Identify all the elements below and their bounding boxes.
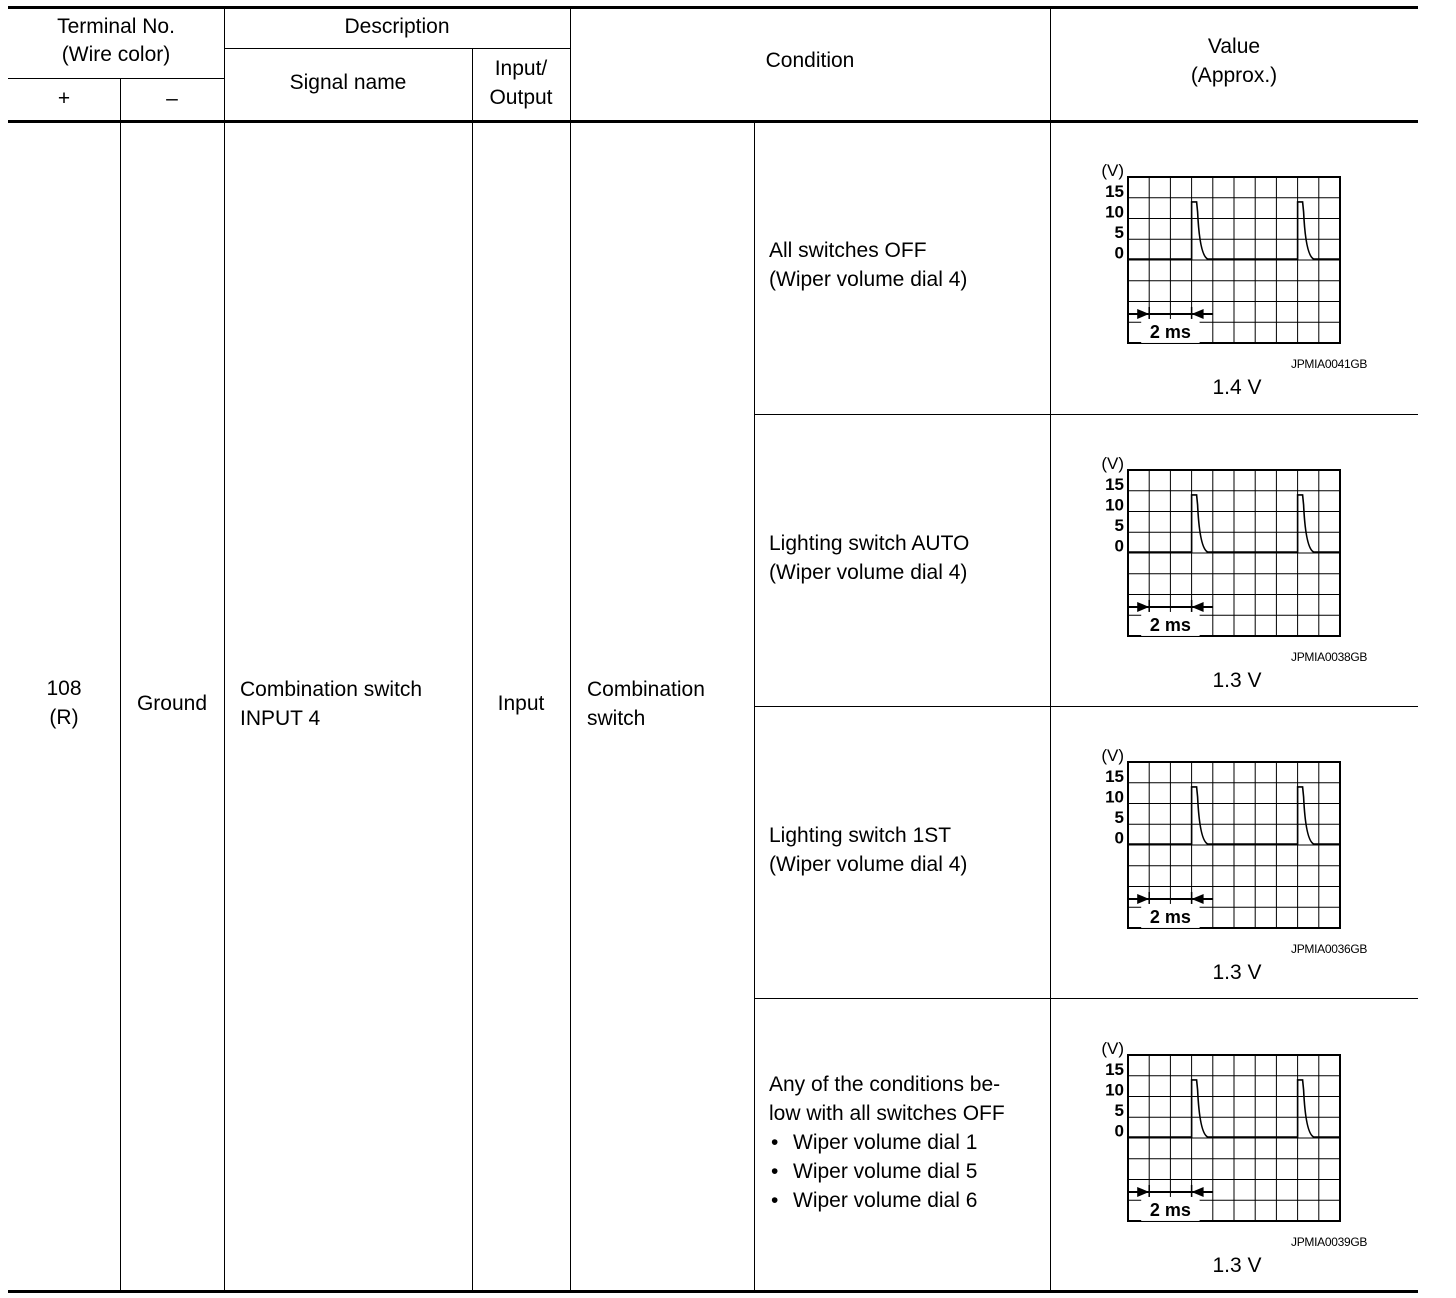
list-item: • Wiper volume dial 1 [769,1128,977,1157]
list-item: • Wiper volume dial 6 [769,1186,977,1215]
scope-time-label: 2 ms [1149,906,1191,927]
condition-2-line2: (Wiper volume dial 4) [769,561,968,584]
scope-time-label: 2 ms [1149,614,1191,635]
value-3: 1.3 V [1212,961,1262,984]
table-top-rule [8,6,1418,9]
scope-unit-label: (V) [1101,456,1124,473]
value-1: 1.4 V [1212,376,1262,399]
scope-y-label: 5 [1114,808,1124,827]
time-scale-marker [1129,892,1213,928]
scope-y-label: 5 [1114,516,1124,535]
figure-id-1: JPMIA0041GB [1291,357,1368,371]
header-wire-color: (Wire color) [61,43,171,66]
header-bottom-rule [8,120,1418,123]
value-4: 1.3 V [1212,1254,1262,1277]
scope-y-label: 15 [1105,1060,1124,1079]
scope-time-label: 2 ms [1149,1199,1191,1220]
scope-y-label: 0 [1114,536,1124,556]
header-signal-name: Signal name [289,71,407,94]
oscilloscope-waveform [1090,748,1420,978]
figure-id-4: JPMIA0039GB [1291,1235,1368,1249]
value-2: 1.3 V [1212,669,1262,692]
scope-y-label: 10 [1105,495,1124,515]
header-terminal: Terminal No. [57,15,175,38]
time-scale-marker [1129,600,1213,636]
scope-y-label: 5 [1114,223,1124,242]
condition-main-line2: switch [587,707,646,730]
condition-1-line1: All switches OFF [769,239,927,262]
header-input-output-1: Input/ [494,57,548,80]
figure-id-2: JPMIA0038GB [1291,650,1368,664]
scope-time-label: 2 ms [1149,321,1191,342]
scope-unit-label: (V) [1101,748,1124,765]
scope-grid [1128,1055,1340,1221]
scope-y-label: 15 [1105,182,1124,201]
time-scale-marker [1129,307,1213,343]
terminal-wire-color: (R) [49,706,79,729]
scope-figure-1 [1090,163,1420,393]
scope-figure-2 [1090,456,1420,686]
scope-y-label: 10 [1105,1080,1124,1100]
condition-4-line2: low with all switches OFF [769,1102,1005,1125]
scope-y-label: 0 [1114,243,1124,263]
oscilloscope-waveform [1090,163,1420,393]
condition-3-line2: (Wiper volume dial 4) [769,853,968,876]
header-value-1: Value [1207,35,1261,58]
scope-y-label: 15 [1105,475,1124,494]
scope-unit-label: (V) [1101,163,1124,180]
condition-2-line1: Lighting switch AUTO [769,532,970,555]
header-input-output-2: Output [489,86,553,109]
scope-y-label: 10 [1105,787,1124,807]
terminal-minus: Ground [136,692,208,715]
scope-figure-4 [1090,1041,1420,1271]
terminal-plus: 108 [46,677,82,700]
scope-y-label: 10 [1105,202,1124,222]
oscilloscope-waveform [1090,1041,1420,1271]
signal-name-line2: INPUT 4 [240,707,321,730]
scope-y-label: 15 [1105,767,1124,786]
scope-figure-3 [1090,748,1420,978]
condition-main-line1: Combination [587,678,705,701]
scope-y-label: 0 [1114,1121,1124,1141]
header-value-2: (Approx.) [1190,64,1278,87]
header-description: Description [344,15,450,38]
scope-grid [1128,470,1340,636]
scope-grid [1128,762,1340,928]
figure-id-3: JPMIA0036GB [1291,942,1368,956]
header-condition: Condition [765,49,855,72]
signal-name-line1: Combination switch [240,678,423,701]
condition-3-line1: Lighting switch 1ST [769,824,952,847]
condition-4-line1: Any of the conditions be- [769,1073,1001,1096]
oscilloscope-waveform [1090,456,1420,686]
header-plus: + [57,87,71,110]
scope-y-label: 5 [1114,1101,1124,1120]
table-bottom-rule [8,1290,1418,1293]
scope-grid [1128,177,1340,343]
input-output-value: Input [497,692,545,715]
scope-y-label: 0 [1114,828,1124,848]
condition-1-line2: (Wiper volume dial 4) [769,268,968,291]
scope-unit-label: (V) [1101,1041,1124,1058]
time-scale-marker [1129,1185,1213,1221]
header-minus: – [166,87,178,110]
condition-4-bullet-list [769,1128,977,1215]
list-item: • Wiper volume dial 5 [769,1157,977,1186]
